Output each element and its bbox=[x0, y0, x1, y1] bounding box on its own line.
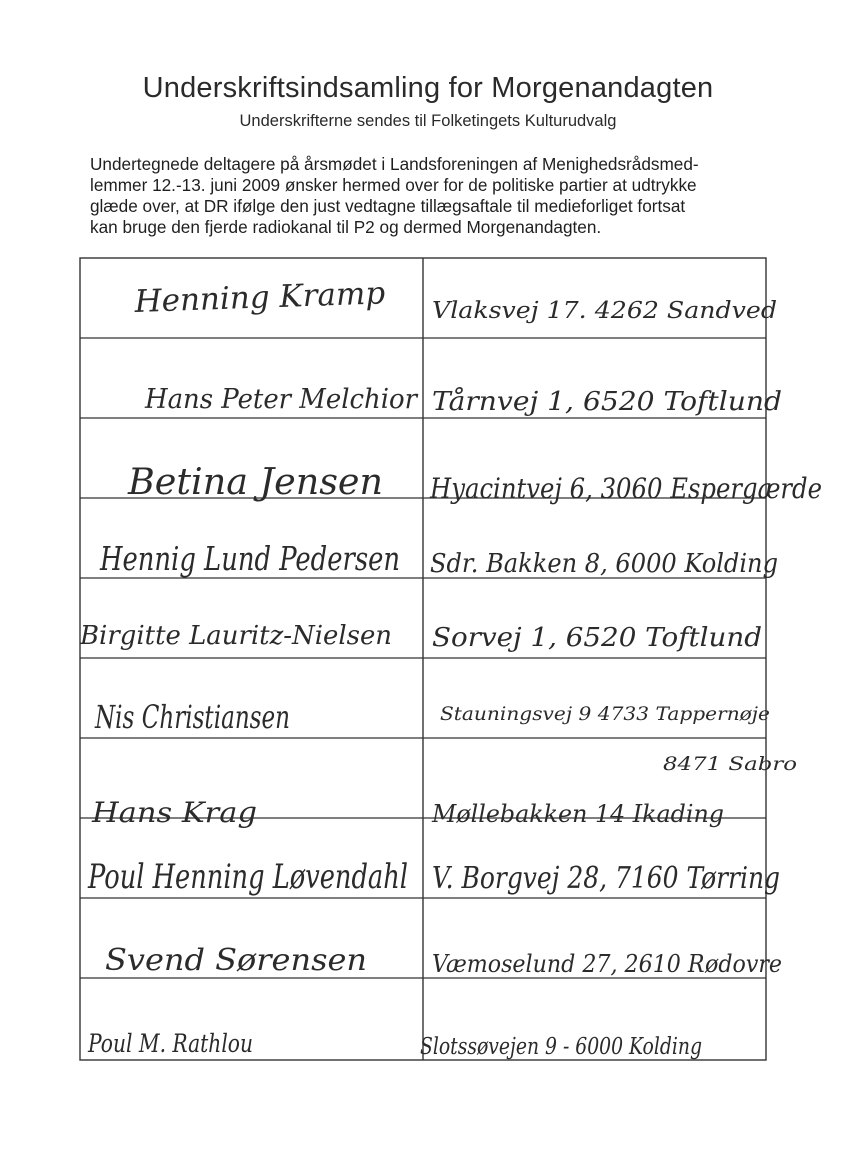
signature-name: Hans Peter Melchior bbox=[144, 384, 420, 415]
signature-address: Stauningsvej 9 4733 Tappernøje bbox=[440, 703, 770, 725]
intro-line: lemmer 12.-13. juni 2009 ønsker hermed over for de politiske partier at udtrykke bbox=[90, 175, 697, 195]
signature-name: Betina Jensen bbox=[126, 462, 383, 503]
signature-address: Sdr. Bakken 8, 6000 Kolding bbox=[430, 549, 778, 579]
signature-name: Svend Sørensen bbox=[105, 943, 367, 978]
signature-address: Vlaksvej 17. 4262 Sandved bbox=[432, 298, 777, 324]
intro-line: kan bruge den fjerde radiokanal til P2 og dermed Morgenandagten. bbox=[90, 217, 602, 237]
signature-name: Hennig Lund Pedersen bbox=[99, 539, 400, 578]
page-subtitle: Underskrifterne sendes til Folketingets Kulturudvalg bbox=[239, 112, 617, 130]
signature-name: Birgitte Lauritz-Nielsen bbox=[79, 621, 392, 651]
signature-name: Nis Christiansen bbox=[94, 698, 290, 736]
signature-name: Henning Kramp bbox=[134, 275, 386, 320]
intro-line: Undertegnede deltagere på årsmødet i Landsforeningen af Menighedsrådsmed- bbox=[90, 154, 699, 174]
signature-name: Poul M. Rathlou bbox=[87, 1029, 253, 1058]
signature-address: Væmoselund 27, 2610 Rødovre bbox=[432, 950, 782, 978]
signature-address: Hyacintvej 6, 3060 Espergærde bbox=[429, 472, 822, 505]
signature-name: Poul Henning Løvendahl bbox=[87, 857, 408, 897]
signature-address: Tårnvej 1, 6520 Toftlund bbox=[432, 387, 756, 417]
intro-line: glæde over, at DR ifølge den just vedtagne tillægsaftale til medieforliget fortsat bbox=[90, 196, 686, 216]
signature-address: Møllebakken 14 Ikading bbox=[431, 800, 724, 828]
signature-name: Hans Krag bbox=[90, 796, 258, 829]
signature-address: Sorvej 1, 6520 Toftlund bbox=[432, 623, 762, 653]
page-title: Underskriftsindsamling for Morgenandagten bbox=[142, 72, 714, 104]
signature-address: Slotssøvejen 9 - 6000 Kolding bbox=[420, 1034, 702, 1060]
signature-extra: 8471 Sabro bbox=[663, 753, 797, 775]
signature-address: V. Borgvej 28, 7160 Tørring bbox=[432, 861, 780, 896]
